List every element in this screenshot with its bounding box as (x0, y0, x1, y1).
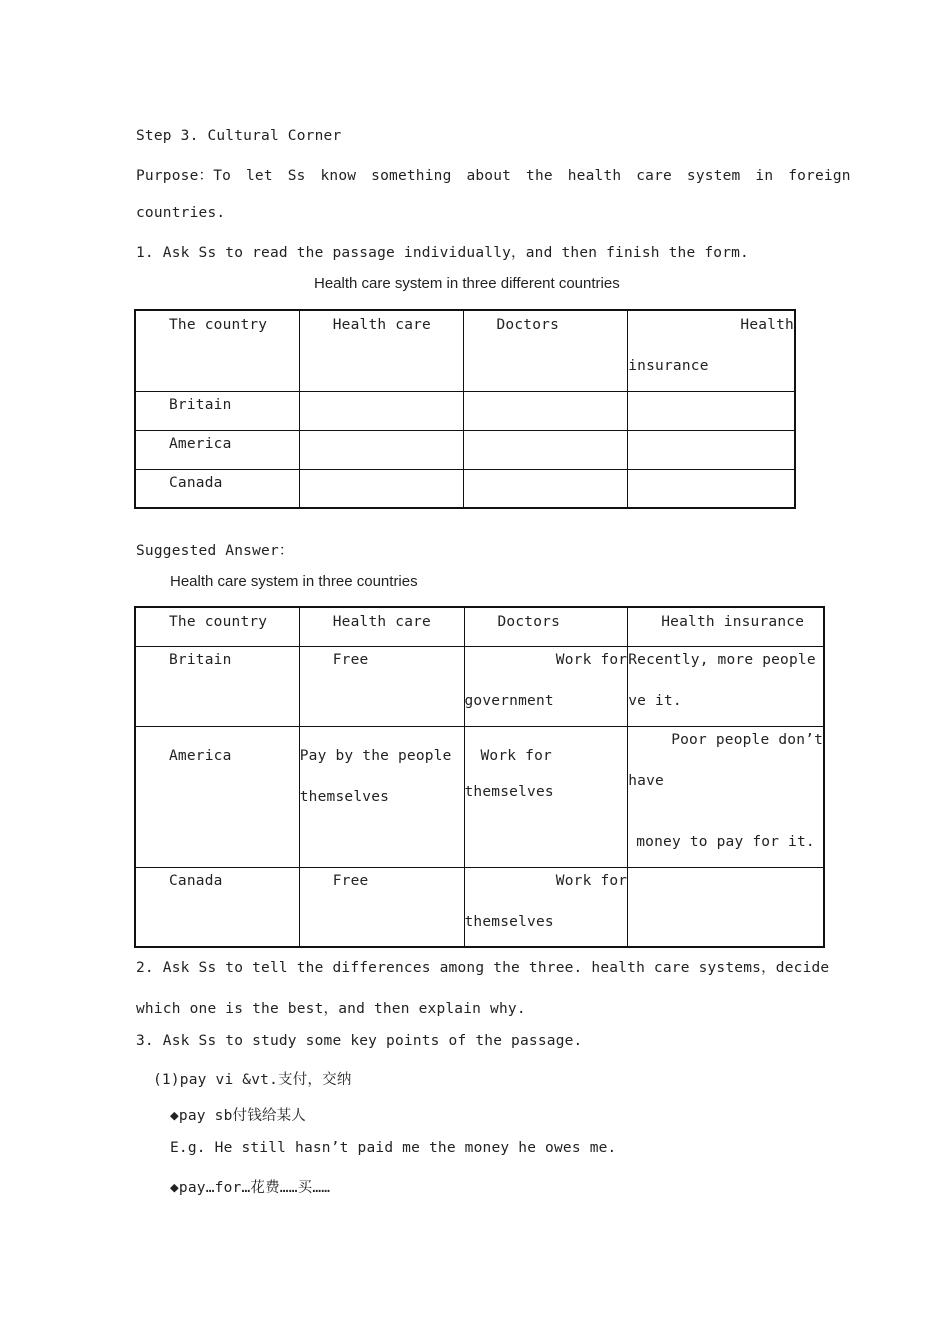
table2-header-cell (299, 607, 464, 646)
table-cell (464, 867, 628, 947)
table-cell (299, 867, 464, 947)
example-sentence: E.g. He still hasn’t paid me the money he owes me. (170, 1140, 617, 1156)
table2-britain-insurance-l2: ve it. (628, 692, 682, 709)
table2-britain-doctors-l2: government (464, 692, 554, 709)
instruction-1: 1. Ask Ss to read the passage individually，and then finish the form. (136, 245, 749, 261)
table-row (135, 867, 824, 947)
table-cell (299, 430, 463, 469)
table-cell (135, 469, 299, 508)
table-cell (463, 469, 628, 508)
table1-row-country: America (169, 435, 232, 452)
purpose-line-1: Purpose：To let Ss know something about the health care system in foreign (136, 168, 851, 184)
table2-america-insurance-l1: Poor people don’t (671, 731, 823, 748)
table2-canada-health-care: Free (332, 872, 369, 889)
table1-header-cell (299, 310, 463, 391)
table-cell (464, 726, 628, 867)
table-cell (135, 726, 299, 867)
table1-header-cell (628, 310, 795, 391)
key-point-1: (1)pay vi &vt.支付，交纳 (153, 1072, 352, 1088)
table2-header-cell (135, 607, 299, 646)
table1 (134, 309, 796, 509)
table-cell (299, 726, 464, 867)
table-row (135, 646, 824, 726)
table2-header-cell (628, 607, 824, 646)
table2-america-insurance-l2: have (628, 772, 664, 789)
table2-britain-insurance-l1: Recently, more people (628, 651, 816, 668)
table2-header-country: The country (169, 614, 268, 630)
table1-header-cell (463, 310, 628, 391)
instruction-3: 3. Ask Ss to study some key points of the passage. (136, 1033, 583, 1049)
table1-header-health-care: Health care (332, 317, 431, 333)
table2-america-doctors-l2: themselves (464, 783, 554, 800)
table-cell (299, 469, 463, 508)
table2-america-country: America (169, 747, 232, 764)
table1-row-country: Canada (169, 474, 223, 491)
table-cell (299, 391, 463, 430)
table2-caption: Health care system in three countries (170, 573, 418, 590)
instruction-2-line-1: 2. Ask Ss to tell the differences among the three. health care systems，decide (136, 960, 830, 976)
purpose-line-2: countries. (136, 205, 226, 221)
table2-britain-health-care: Free (332, 651, 369, 668)
table1-header-country: The country (169, 317, 268, 333)
table-cell (628, 726, 824, 867)
table2-canada-country: Canada (169, 872, 223, 889)
table1-header-doctors: Doctors (496, 317, 560, 333)
table2-britain-doctors-l1: Work for (555, 651, 628, 668)
table-cell (135, 867, 299, 947)
bullet-pay-for: ◆pay…for…花费……买…… (170, 1180, 331, 1196)
table-cell (463, 430, 628, 469)
table-row (135, 726, 824, 867)
table-row (135, 430, 795, 469)
table-cell (628, 867, 824, 947)
table-cell (299, 646, 464, 726)
table-cell (628, 469, 795, 508)
table-row (135, 469, 795, 508)
table2-header-health-care: Health care (332, 614, 431, 630)
table2-america-health-care-l1: Pay by the people (299, 747, 452, 764)
table-row (135, 391, 795, 430)
step-title: Step 3. Cultural Corner (136, 128, 342, 144)
table-cell (135, 430, 299, 469)
table1-header-insurance-l2: insurance (628, 358, 709, 374)
table2-header-cell (464, 607, 628, 646)
table-cell (464, 646, 628, 726)
table-cell (463, 391, 628, 430)
table2-header-doctors: Doctors (497, 614, 561, 630)
table2-america-insurance-l3: money to pay for it. (636, 833, 815, 850)
instruction-2-line-2: which one is the best，and then explain why. (136, 1001, 526, 1017)
table-cell (135, 391, 299, 430)
bullet-pay-sb: ◆pay sb付钱给某人 (170, 1108, 307, 1124)
table1-header-cell (135, 310, 299, 391)
table2-canada-doctors-l2: themselves (464, 913, 554, 930)
table1-header-insurance-l1: Health (740, 317, 794, 333)
table1-row-country: Britain (169, 396, 232, 413)
table1-caption: Health care system in three different countries (314, 275, 620, 292)
table2-america-doctors-l1: Work for (480, 747, 552, 764)
table2-canada-doctors-l1: Work for (555, 872, 628, 889)
table1-header-row (135, 310, 795, 391)
table-cell (135, 646, 299, 726)
table-cell (628, 646, 824, 726)
table-cell (628, 391, 795, 430)
table-cell (628, 430, 795, 469)
suggested-answer-label: Suggested Answer： (136, 543, 294, 559)
table2-britain-country: Britain (169, 651, 232, 668)
table2 (134, 606, 825, 948)
table2-header-row (135, 607, 824, 646)
table2-america-health-care-l2: themselves (299, 788, 390, 805)
table2-header-insurance: Health insurance (661, 614, 805, 630)
